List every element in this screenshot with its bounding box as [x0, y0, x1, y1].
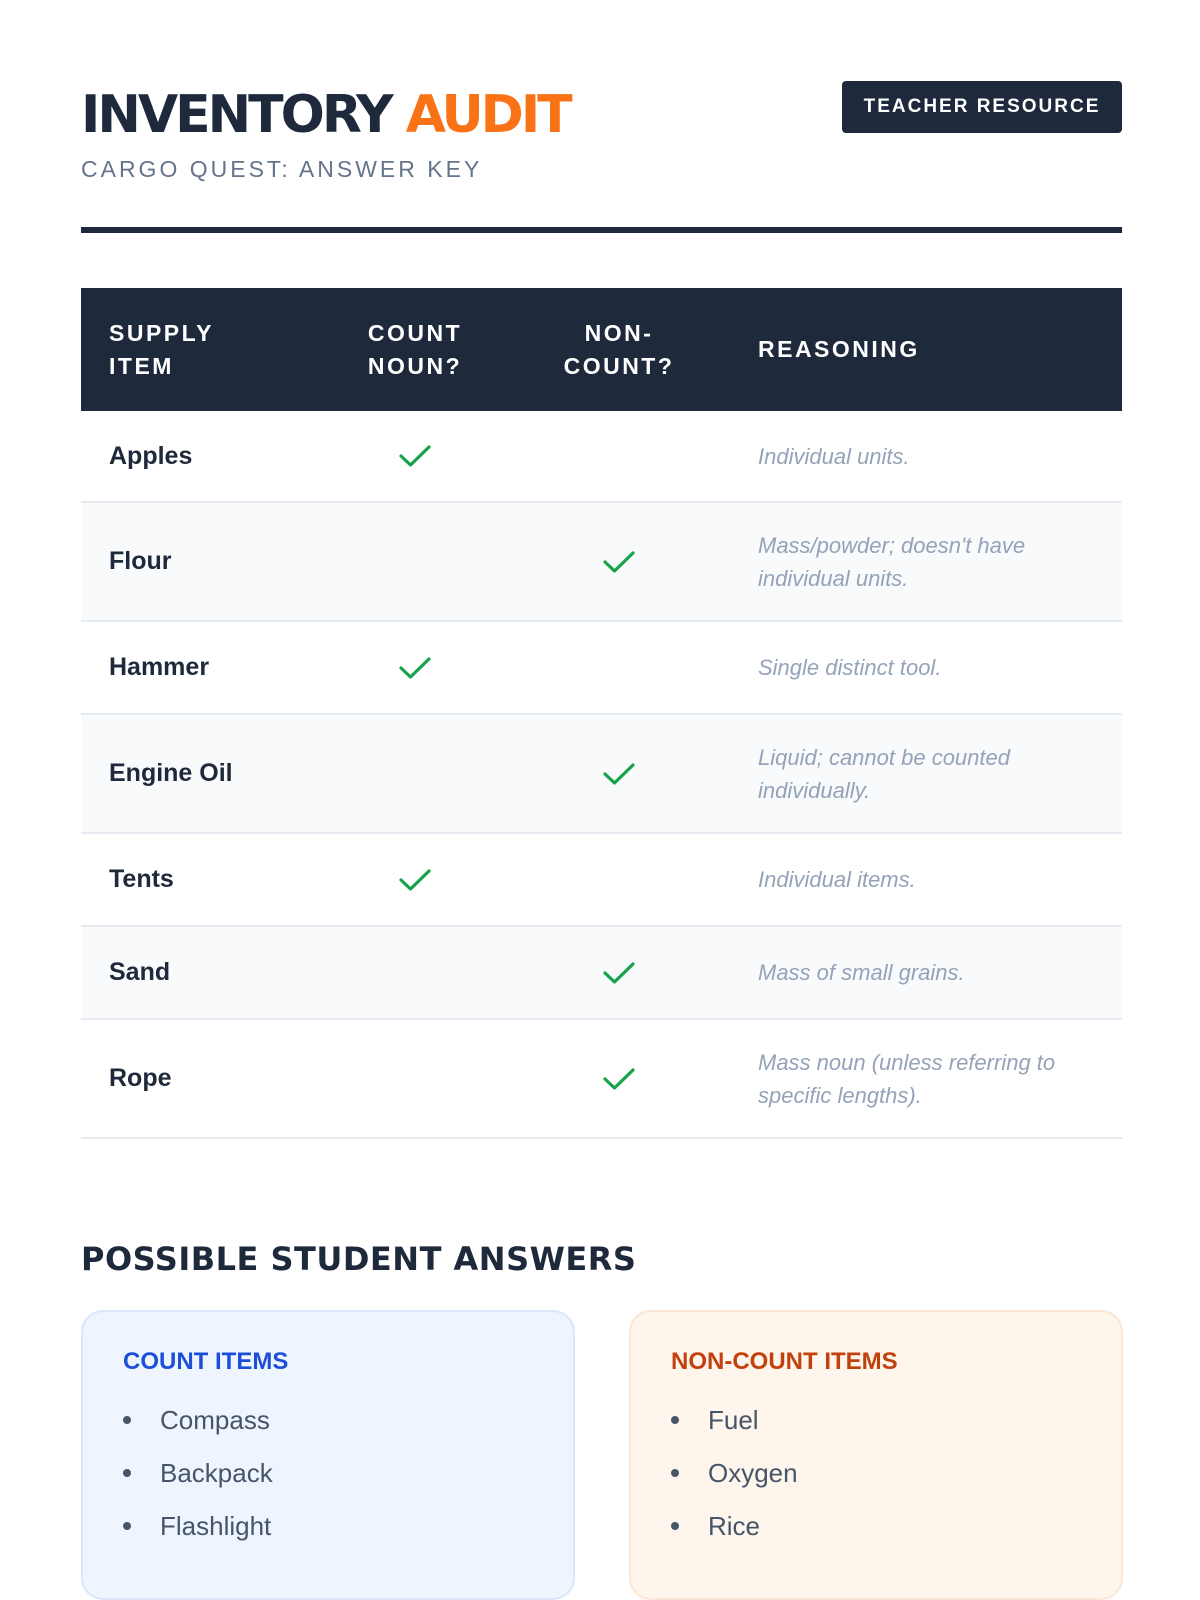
count-noun-cell	[313, 655, 517, 681]
supply-item-name: Hammer	[109, 653, 210, 681]
bullet-icon	[671, 1522, 679, 1530]
reasoning-text: Mass/powder; doesn't have individual units.	[758, 532, 1026, 591]
table-row	[81, 411, 1122, 503]
list-item	[671, 1447, 1081, 1500]
header-non-count	[517, 317, 721, 383]
checkmark-icon	[398, 443, 432, 469]
count-items-card	[81, 1310, 575, 1600]
reasoning-text: Individual items.	[758, 867, 916, 892]
page-subtitle: CARGO QUEST: ANSWER KEY	[81, 156, 483, 182]
header-supply-item-line1: SUPPLY	[109, 319, 214, 346]
table-row	[81, 715, 1122, 834]
section-title: POSSIBLE STUDENT ANSWERS	[81, 1240, 637, 1278]
reasoning-text: Individual units.	[758, 443, 910, 469]
list-item-text: Backpack	[160, 1458, 273, 1488]
header-reasoning: REASONING	[758, 336, 920, 362]
header-non-count-line2: COUNT?	[563, 352, 675, 379]
count-items-title: COUNT ITEMS	[123, 1348, 289, 1375]
title-accent: AUDIT	[405, 85, 570, 145]
non-count-items-title: NON-COUNT ITEMS	[671, 1348, 898, 1375]
table-row	[81, 622, 1122, 715]
list-item-text: Fuel	[708, 1405, 759, 1435]
list-item-text: Flashlight	[160, 1511, 272, 1541]
list-item	[671, 1394, 1081, 1447]
supply-item-name: Engine Oil	[109, 759, 233, 787]
checkmark-icon	[398, 655, 432, 681]
reasoning-text: Liquid; cannot be counted individually.	[758, 744, 1010, 803]
supply-item-name: Sand	[109, 958, 171, 986]
checkmark-icon	[602, 761, 636, 787]
header-count-noun-line2: NOUN?	[367, 352, 463, 379]
checkmark-icon	[602, 549, 636, 575]
table-header	[81, 288, 1122, 411]
list-item-text: Compass	[160, 1405, 270, 1435]
header-supply-item	[81, 317, 313, 383]
count-noun-cell	[313, 443, 517, 469]
supply-item-name: Flour	[109, 547, 172, 575]
list-item-text: Oxygen	[708, 1458, 798, 1488]
header-divider	[81, 227, 1122, 233]
checkmark-icon	[602, 1066, 636, 1092]
non-count-cell	[517, 1066, 721, 1092]
count-items-list	[123, 1394, 533, 1553]
reasoning-text: Mass noun (unless referring to specific lengths).	[758, 1049, 1056, 1108]
non-count-cell	[517, 960, 721, 986]
header-non-count-line1: NON-	[584, 319, 654, 346]
list-item	[123, 1500, 533, 1553]
list-item	[671, 1500, 1081, 1553]
bullet-icon	[123, 1522, 131, 1530]
list-item	[123, 1394, 533, 1447]
bullet-icon	[123, 1469, 131, 1477]
table-row	[81, 834, 1122, 927]
count-noun-cell	[313, 867, 517, 893]
list-item	[123, 1447, 533, 1500]
teacher-resource-badge: TEACHER RESOURCE	[842, 81, 1122, 133]
header-count-noun-line1: COUNT	[367, 319, 463, 346]
non-count-cell	[517, 549, 721, 575]
header-count-noun	[313, 317, 517, 383]
reasoning-text: Single distinct tool.	[758, 655, 942, 680]
table-row	[81, 1020, 1122, 1139]
page-title	[81, 86, 570, 144]
title-main: INVENTORY	[81, 85, 391, 145]
checkmark-icon	[398, 867, 432, 893]
inventory-table	[81, 288, 1122, 1139]
table-row	[81, 927, 1122, 1020]
bullet-icon	[671, 1416, 679, 1424]
supply-item-name: Apples	[109, 441, 193, 470]
checkmark-icon	[602, 960, 636, 986]
non-count-cell	[517, 761, 721, 787]
list-item-text: Rice	[708, 1511, 761, 1541]
bullet-icon	[123, 1416, 131, 1424]
header-supply-item-line2: ITEM	[109, 352, 174, 379]
non-count-items-card	[629, 1310, 1123, 1600]
table-row	[81, 503, 1122, 622]
table-body	[81, 411, 1122, 1139]
non-count-items-list	[671, 1394, 1081, 1553]
supply-item-name: Rope	[109, 1064, 172, 1092]
reasoning-text: Mass of small grains.	[758, 960, 965, 985]
bullet-icon	[671, 1469, 679, 1477]
supply-item-name: Tents	[109, 865, 174, 893]
